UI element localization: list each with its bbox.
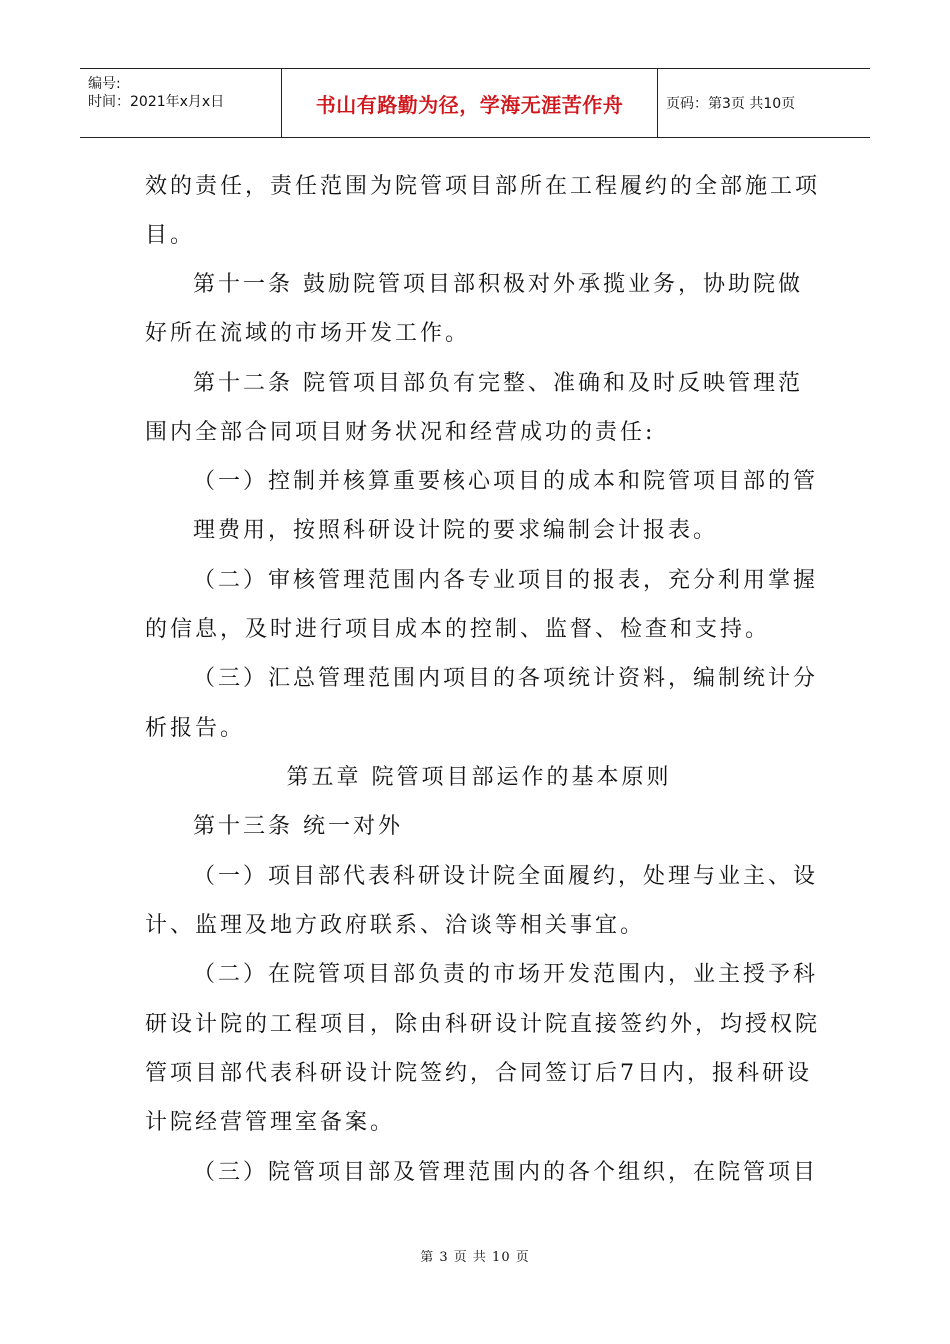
- body-line: 好所在流域的市场开发工作。: [145, 321, 471, 346]
- article-13: 第十三条 统一对外: [193, 814, 403, 839]
- clause-item: （三）汇总管理范围内项目的各项统计资料，编制统计分: [193, 666, 819, 691]
- header-meta: [80, 69, 282, 137]
- clause-item: （一）项目部代表科研设计院全面履约，处理与业主、设: [193, 864, 819, 889]
- clause-item: （二）审核管理范围内各专业项目的报表，充分利用掌握: [193, 568, 819, 593]
- article-11: 第十一条 鼓励院管项目部积极对外承揽业务，协助院做: [193, 272, 803, 297]
- header-slogan: 书山有路勤为径，学海无涯苦作舟: [282, 69, 658, 137]
- body-line: 管项目部代表科研设计院签约，合同签订后7日内，报科研设: [145, 1061, 812, 1086]
- body-line: 研设计院的工程项目，除由科研设计院直接签约外，均授权院: [145, 1012, 821, 1037]
- body-line: 析报告。: [145, 716, 246, 741]
- header-page-info: 页码：第3页 共10页: [666, 96, 796, 112]
- clause-item: （一）控制并核算重要核心项目的成本和院管项目部的管: [193, 469, 819, 494]
- body-line: 目。: [145, 223, 196, 248]
- chapter-title: 第五章 院管项目部运作的基本原则: [286, 765, 672, 790]
- document-date: 时间：2021年x月x日: [88, 94, 225, 110]
- clause-item: （二）在院管项目部负责的市场开发范围内，业主授予科: [193, 962, 819, 987]
- page-header: [80, 68, 870, 138]
- clause-item: （三）院管项目部及管理范围内的各个组织，在院管项目: [193, 1160, 819, 1185]
- body-line: 围内全部合同项目财务状况和经营成功的责任:: [145, 420, 656, 445]
- page-footer: 第 3 页 共 10 页: [420, 1250, 530, 1265]
- body-line: 计院经营管理室备案。: [145, 1110, 396, 1135]
- body-line: 理费用，按照科研设计院的要求编制会计报表。: [193, 518, 719, 543]
- body-line: 效的责任，责任范围为院管项目部所在工程履约的全部施工项: [145, 174, 821, 199]
- body-line: 的信息，及时进行项目成本的控制、监督、检查和支持。: [145, 617, 771, 642]
- document-number: 编号:: [88, 76, 121, 92]
- article-12: 第十二条 院管项目部负有完整、准确和及时反映管理范: [193, 371, 803, 396]
- body-line: 计、监理及地方政府联系、洽谈等相关事宜。: [145, 913, 646, 938]
